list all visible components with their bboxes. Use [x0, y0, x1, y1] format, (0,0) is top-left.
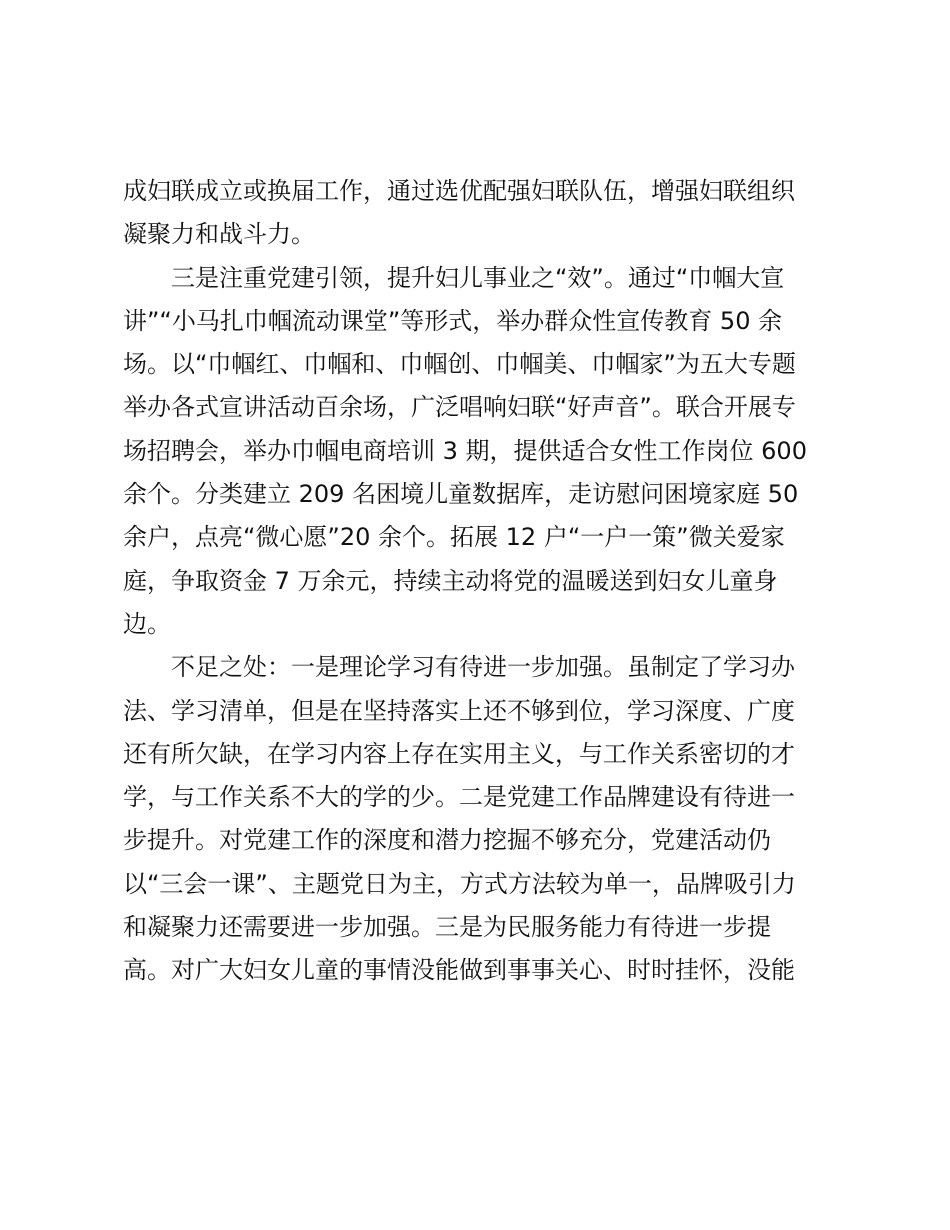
text-line: 凝聚力和战斗力。 [123, 220, 315, 249]
text-line: 成妇联成立或换届工作，通过选优配强妇联队伍，增强妇联组织 [123, 177, 795, 205]
paragraph-first-line: 三是注重党建引领，提升妇儿事业之“效”。通过“巾帼大宣 [171, 263, 785, 292]
text-line: 步提升。对党建工作的深度和潜力挖掘不够充分，党建活动仍 [123, 826, 771, 855]
text-line: 场。以“巾帼红、巾帼和、巾帼创、巾帼美、巾帼家”为五大专题 [123, 350, 796, 379]
text-line: 举办各式宣讲活动百余场，广泛唱响妇联“好声音”。联合开展专 [123, 393, 796, 422]
paragraph-first-line: 不足之处：一是理论学习有待进一步加强。虽制定了学习办 [171, 653, 795, 682]
text-line: 学，与工作关系不大的学的少。二是党建工作品牌建设有待进一 [123, 783, 795, 812]
document-body [123, 170, 823, 993]
text-line: 以“三会一课”、主题党日为主，方式方法较为单一，品牌吸引力 [123, 869, 796, 898]
text-line: 还有所欠缺，在学习内容上存在实用主义，与工作关系密切的才 [123, 739, 795, 768]
text-line: 场招聘会，举办巾帼电商培训 3 期，提供适合女性工作岗位 600 [123, 436, 807, 465]
text-line: 高。对广大妇女儿童的事情没能做到事事关心、时时挂怀，没能 [123, 956, 795, 985]
text-line: 和凝聚力还需要进一步加强。三是为民服务能力有待进一步提 [123, 913, 771, 942]
text-line: 庭，争取资金 7 万余元，持续主动将党的温暖送到妇女儿童身 [123, 566, 778, 595]
text-line: 法、学习清单，但是在坚持落实上还不够到位，学习深度、广度 [123, 696, 795, 725]
text-line: 边。 [123, 609, 171, 638]
text-line: 余个。分类建立 209 名困境儿童数据库，走访慰问困境家庭 50 [123, 480, 799, 509]
text-line: 余户，点亮“微心愿”20 余个。拓展 12 户“一户一策”微关爱家 [123, 523, 785, 552]
text-line: 讲”“小马扎巾帼流动课堂”等形式，举办群众性宣传教育 50 余 [123, 306, 783, 335]
